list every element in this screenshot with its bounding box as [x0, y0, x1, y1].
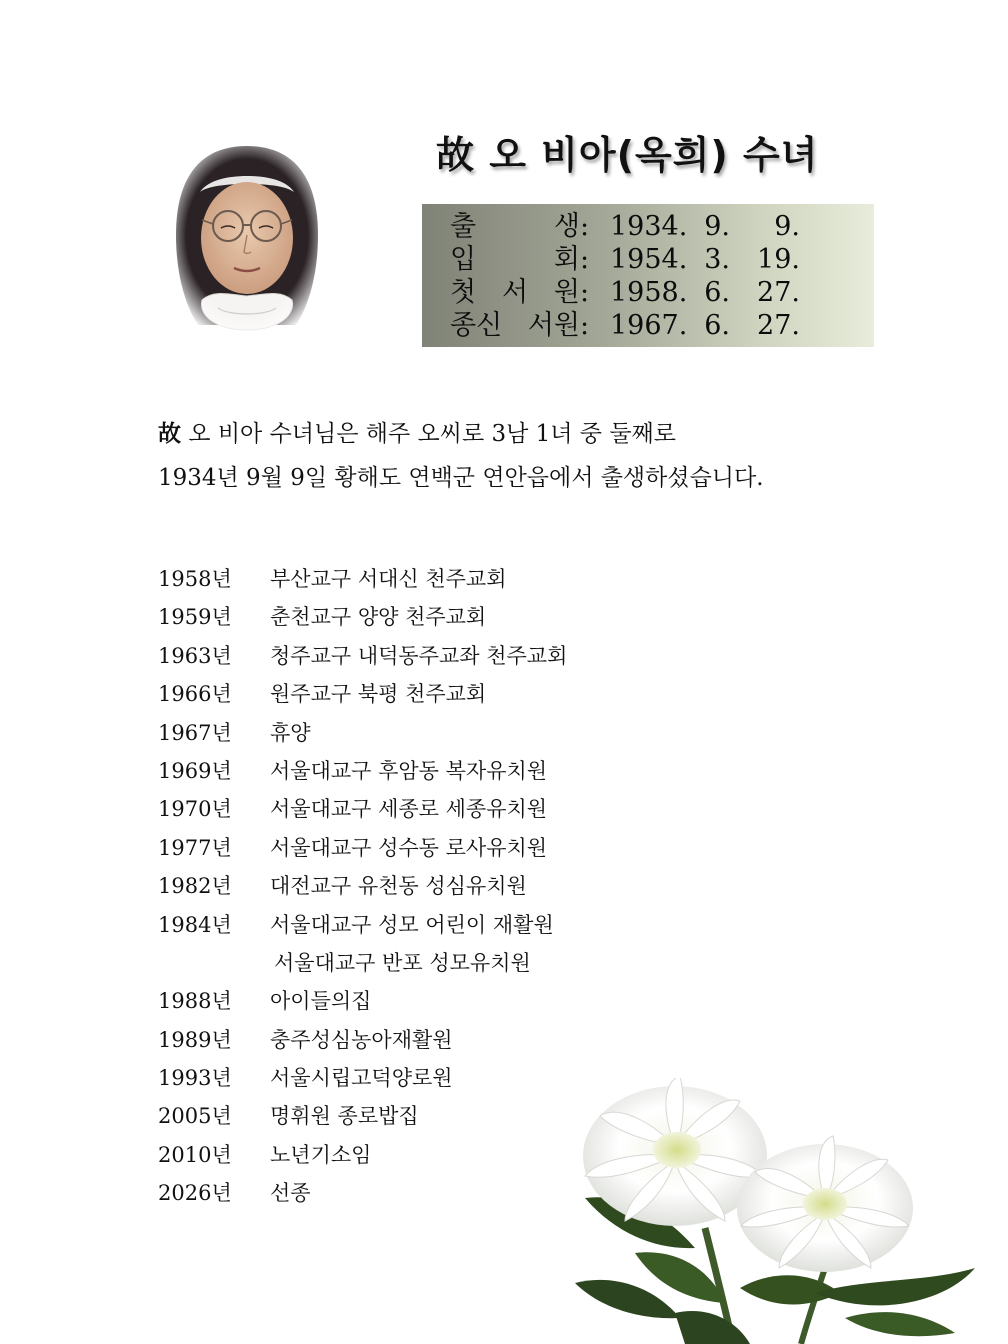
- timeline-text: 대전교구 유천동 성심유치원: [270, 874, 527, 899]
- intro-line-1-text: 오 비아 수녀님은 해주 오씨로 3남 1녀 중 둘째로: [181, 421, 676, 447]
- timeline-text: 서울시립고덕양로원: [270, 1066, 453, 1091]
- portrait-photo: [168, 140, 326, 340]
- timeline-text: 서울대교구 세종로 세종유치원: [270, 797, 548, 822]
- info-day: 19.: [757, 244, 800, 275]
- info-colon: :: [580, 310, 590, 341]
- timeline-year: 1958년: [158, 567, 232, 591]
- info-year: 1967.: [610, 310, 688, 341]
- timeline-year: 1977년: [158, 835, 232, 860]
- info-label: 첫 서 원: [450, 277, 580, 308]
- info-row-entrance: [422, 243, 874, 276]
- intro-paragraph: [158, 412, 764, 500]
- timeline-year: 1967년: [158, 720, 232, 745]
- info-month: 6.: [704, 310, 730, 341]
- biographical-dates-box: [422, 204, 874, 347]
- info-day: 9.: [774, 211, 800, 242]
- info-month: 6.: [704, 277, 730, 308]
- timeline-text: 아이들의집: [270, 989, 372, 1014]
- timeline-year: 2010년: [158, 1142, 232, 1167]
- timeline-text: 휴양: [270, 720, 311, 745]
- timeline-year: 1969년: [158, 758, 232, 783]
- info-year: 1958.: [610, 277, 688, 308]
- timeline-text: 명휘원 종로밥집: [270, 1104, 419, 1129]
- timeline-text: 서울대교구 성모 어린이 재활원: [270, 912, 554, 937]
- timeline-year: 1970년: [158, 797, 232, 822]
- intro-line-2: 1934년 9월 9일 황해도 연백군 연안읍에서 출생하셨습니다.: [158, 465, 764, 491]
- chrysanthemum-illustration: [575, 1078, 985, 1344]
- info-colon: :: [580, 277, 590, 308]
- timeline-year: 1989년: [158, 1027, 232, 1052]
- timeline-year: 2005년: [158, 1104, 232, 1129]
- info-row-final-vows: [422, 309, 874, 342]
- timeline-text: 서울대교구 반포 성모유치원: [274, 950, 531, 975]
- timeline-text: 서울대교구 후암동 복자유치원: [270, 758, 548, 783]
- info-label: 출 생: [450, 211, 580, 242]
- info-year: 1954.: [610, 244, 688, 275]
- timeline-text: 충주성심농아재활원: [270, 1027, 453, 1052]
- timeline-text: 원주교구 북평 천주교회: [270, 682, 487, 707]
- info-row-first-vows: [422, 276, 874, 309]
- info-colon: :: [580, 211, 590, 242]
- timeline-year: 1982년: [158, 874, 232, 899]
- info-day: 27.: [757, 277, 800, 308]
- timeline-year: 1959년: [158, 605, 232, 630]
- info-colon: :: [580, 244, 590, 275]
- timeline-year: 1988년: [158, 989, 232, 1014]
- info-label: 종신 서원: [450, 310, 580, 341]
- page-title: 故 오 비아(옥희) 수녀: [436, 133, 819, 177]
- timeline-text: 춘천교구 양양 천주교회: [270, 605, 487, 630]
- timeline-text: 노년기소임: [270, 1142, 372, 1167]
- timeline-year: 1993년: [158, 1066, 232, 1091]
- timeline-year: 1984년: [158, 912, 232, 937]
- info-month: 9.: [704, 211, 730, 242]
- info-label: 입 회: [450, 244, 580, 275]
- intro-kanji: 故: [158, 420, 181, 447]
- info-year: 1934.: [610, 211, 688, 242]
- info-month: 3.: [704, 244, 730, 275]
- info-row-birth: [422, 210, 874, 243]
- timeline-year: 2026년: [158, 1181, 232, 1206]
- timeline-year: 1963년: [158, 643, 232, 668]
- info-day: 27.: [757, 310, 800, 341]
- timeline-year: 1966년: [158, 682, 232, 707]
- intro-line-1: [158, 412, 764, 456]
- timeline-text: 청주교구 내덕동주교좌 천주교회: [270, 643, 568, 668]
- timeline-text: 서울대교구 성수동 로사유치원: [270, 835, 548, 860]
- timeline-text: 부산교구 서대신 천주교회: [270, 567, 507, 591]
- timeline-text: 선종: [270, 1181, 311, 1206]
